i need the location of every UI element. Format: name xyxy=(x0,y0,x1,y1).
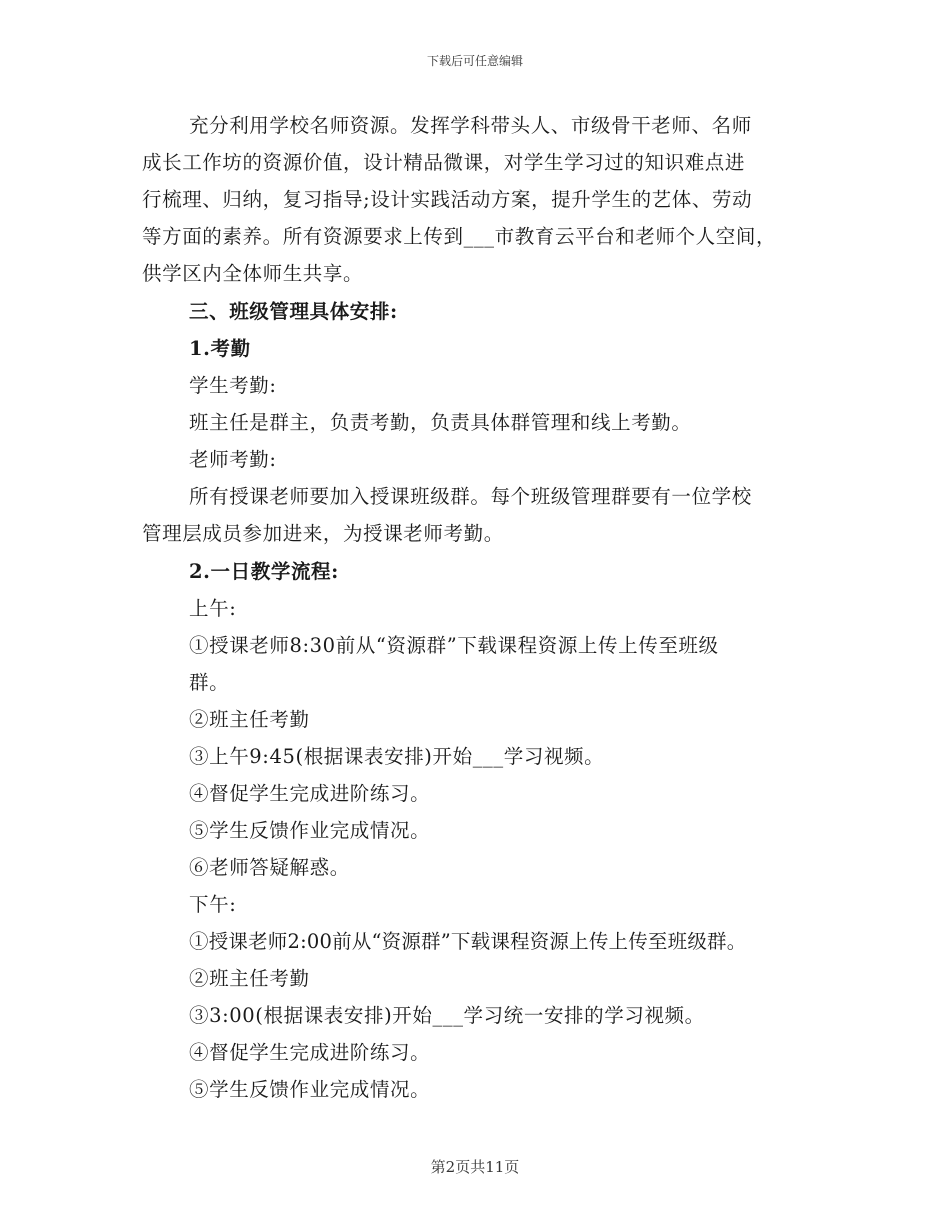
list-item: ④督促学生完成进阶练习。 xyxy=(189,782,431,805)
list-item: ④督促学生完成进阶练习。 xyxy=(189,1041,431,1064)
paragraph-line: 班主任是群主，负责考勤，负责具体群管理和线上考勤。 xyxy=(189,411,692,434)
page-header: 下载后可任意编辑 xyxy=(426,54,523,68)
list-item: ⑥老师答疑解惑。 xyxy=(189,856,350,879)
subsection-heading: 1.考勤 xyxy=(189,337,251,360)
section-heading: 三、班级管理具体安排: xyxy=(189,300,398,323)
paragraph-line: 充分利用学校名师资源。发挥学科带头人、市级骨干老师、名师 xyxy=(189,114,752,137)
list-item: ①授课老师8:30前从“资源群”下载课程资源上传上传至班级 xyxy=(189,634,719,657)
paragraph-line: 所有授课老师要加入授课班级群。每个班级管理群要有一位学校 xyxy=(189,485,752,508)
paragraph-line: 行梳理、归纳，复习指导;设计实践活动方案，提升学生的艺体、劳动 xyxy=(142,188,753,211)
paragraph-line: 管理层成员参加进来，为授课老师考勤。 xyxy=(142,522,504,545)
paragraph-line: 下午: xyxy=(189,893,237,916)
list-item: ①授课老师2:00前从“资源群”下载课程资源上传上传至班级群。 xyxy=(189,930,747,953)
subsection-heading: 2.一日教学流程: xyxy=(189,560,339,583)
paragraph-line: 等方面的素养。所有资源要求上传到___市教育云平台和老师个人空间， xyxy=(142,225,777,248)
list-item: ⑤学生反馈作业完成情况。 xyxy=(189,1078,431,1101)
list-item: ②班主任考勤 xyxy=(189,708,310,731)
paragraph-line: 供学区内全体师生共享。 xyxy=(142,262,364,285)
paragraph-line: 上午: xyxy=(189,597,237,620)
list-item: ③上午9:45(根据课表安排)开始___学习视频。 xyxy=(189,745,605,768)
page-footer: 第2页共11页 xyxy=(430,1158,520,1176)
list-item-continuation: 群。 xyxy=(189,671,230,694)
paragraph-line: 成长工作坊的资源价值，设计精品微课，对学生学习过的知识难点进 xyxy=(142,151,746,174)
list-item: ②班主任考勤 xyxy=(189,967,310,990)
list-item: ③3:00(根据课表安排)开始___学习统一安排的学习视频。 xyxy=(189,1004,705,1027)
paragraph-line: 老师考勤: xyxy=(189,448,277,471)
paragraph-line: 学生考勤: xyxy=(189,374,277,397)
list-item: ⑤学生反馈作业完成情况。 xyxy=(189,819,431,842)
